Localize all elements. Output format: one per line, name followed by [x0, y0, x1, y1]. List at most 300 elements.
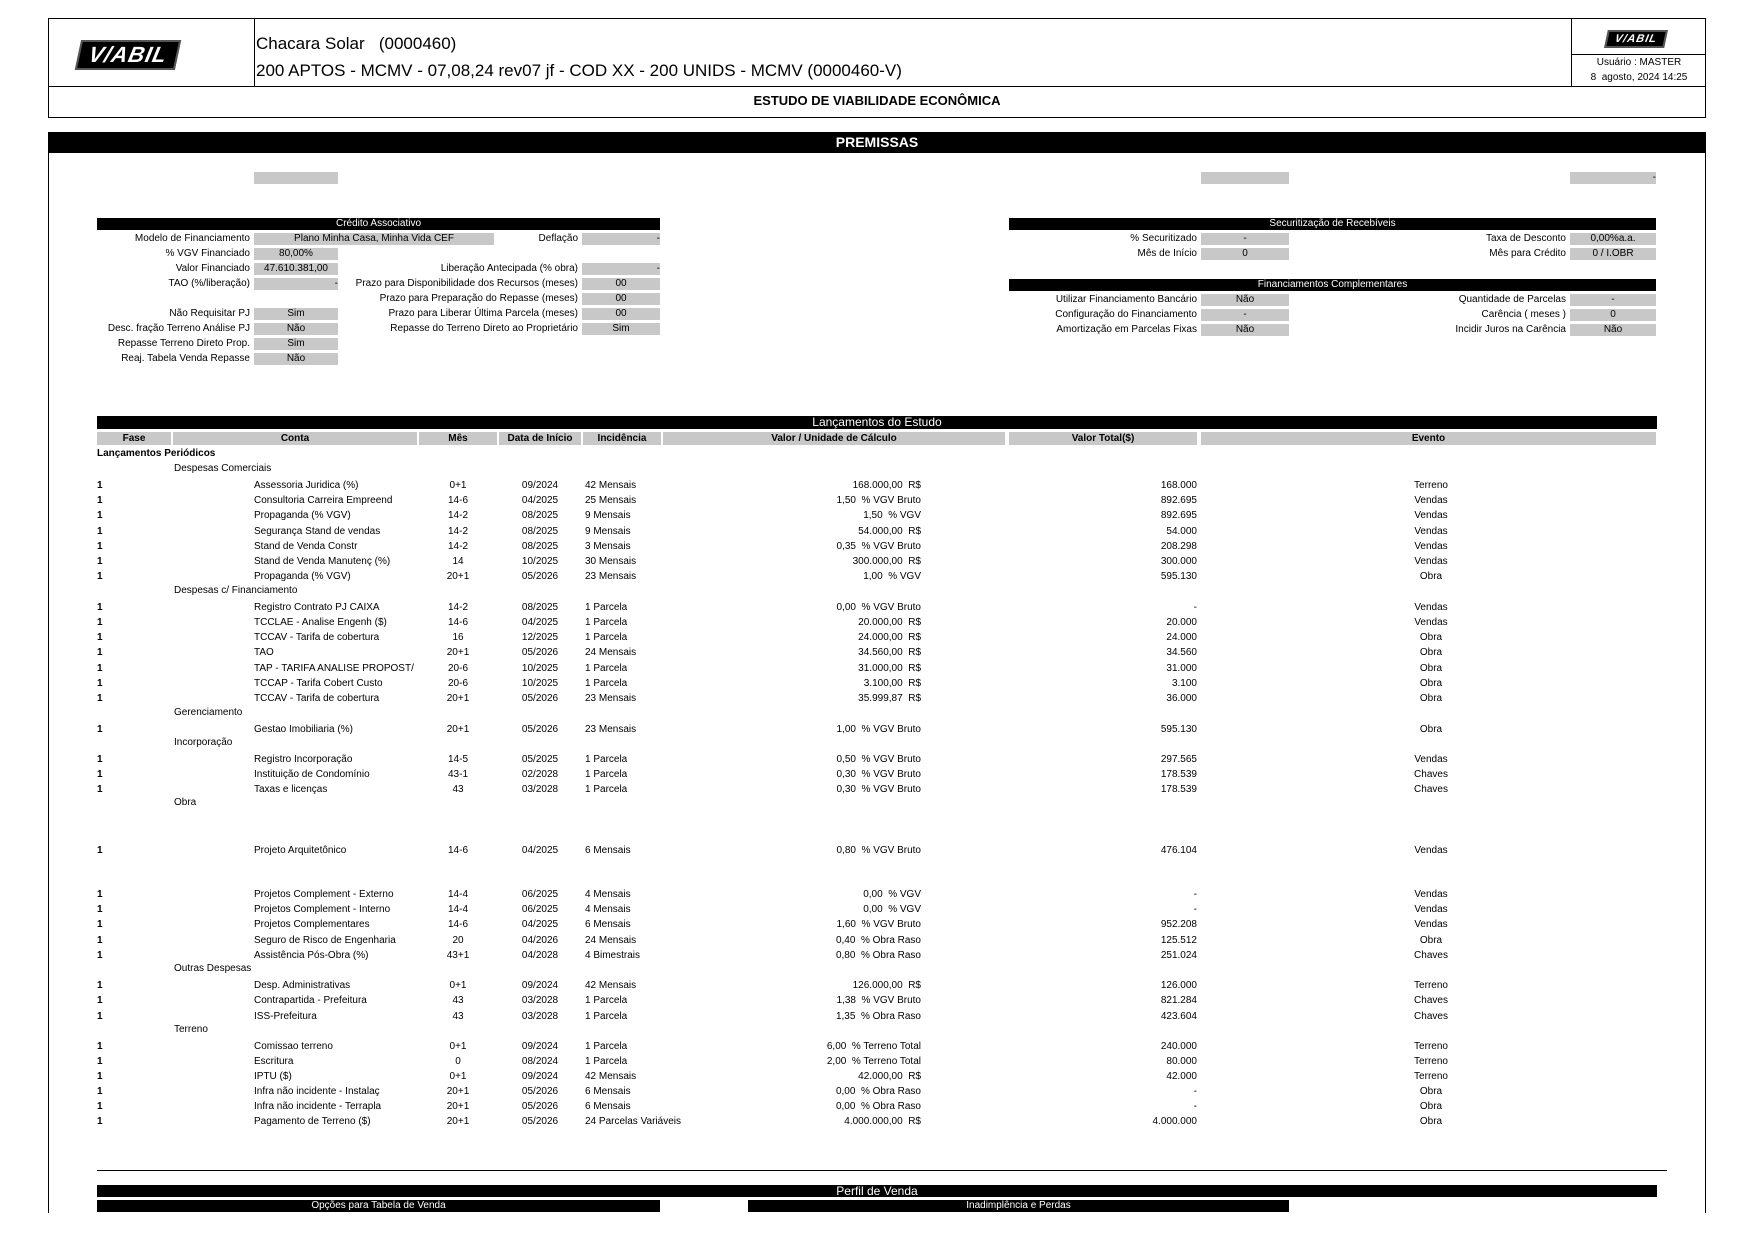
- valor-unidade-cell: 42.000,00 R$: [858, 1071, 921, 1082]
- incidencia-cell: 4 Bimestrais: [585, 950, 641, 961]
- incidencia-cell: 9 Mensais: [585, 510, 631, 521]
- valor-total-cell: 4.000.000: [1152, 1116, 1197, 1127]
- valor-total-cell: 595.130: [1160, 724, 1197, 735]
- fase-cell: 1: [97, 980, 103, 991]
- credito-left-label: % VGV Financiado: [165, 248, 250, 259]
- conta-cell: Escritura: [254, 1056, 294, 1067]
- valor-unidade-cell: 4.000.000,00 R$: [844, 1116, 921, 1127]
- valor-total-cell: 24.000: [1166, 632, 1197, 643]
- mes-cell: 14-2: [447, 526, 468, 537]
- financiamentos-value: 0: [1570, 309, 1656, 321]
- mes-cell: 14-4: [447, 904, 468, 915]
- conta-cell: Propaganda (% VGV): [254, 510, 351, 521]
- header-divider-1: [254, 18, 255, 86]
- incidencia-cell: 24 Mensais: [585, 647, 637, 658]
- incidencia-cell: 23 Mensais: [585, 693, 637, 704]
- data-inicio-cell: 08/2025: [521, 541, 559, 552]
- data-inicio-cell: 03/2028: [521, 784, 559, 795]
- incidencia-cell: 23 Mensais: [585, 724, 637, 735]
- fase-cell: 1: [97, 556, 103, 567]
- credito-left-label: Reaj. Tabela Venda Repasse: [121, 353, 250, 364]
- mes-cell: 14-4: [447, 889, 468, 900]
- incidencia-cell: 25 Mensais: [585, 495, 637, 506]
- credito-left-value: Não: [254, 323, 338, 335]
- data-inicio-cell: 04/2025: [521, 919, 559, 930]
- valor-unidade-cell: 300.000,00 R$: [852, 556, 921, 567]
- conta-cell: Contrapartida - Prefeitura: [254, 995, 367, 1006]
- data-inicio-cell: 09/2024: [521, 1041, 559, 1052]
- evento-cell: Vendas: [1414, 526, 1448, 537]
- valor-unidade-cell: 168.000,00 R$: [852, 480, 921, 491]
- header-hline: [48, 86, 1706, 87]
- data-inicio-cell: 05/2026: [521, 1101, 559, 1112]
- financiamentos-value: Não: [1570, 324, 1656, 336]
- evento-cell: Obra: [1419, 1086, 1443, 1097]
- project-description: 200 APTOS - MCMV - 07,08,24 rev07 jf - COD XX - 200 UNIDS - MCMV (0000460-V): [256, 61, 902, 80]
- evento-cell: Obra: [1419, 632, 1443, 643]
- evento-cell: Vendas: [1414, 556, 1448, 567]
- mes-cell: 43-1: [447, 769, 468, 780]
- credito-right-label: Prazo para Liberar Última Parcela (meses): [388, 308, 578, 319]
- valor-unidade-cell: 1,00 % VGV: [863, 571, 921, 582]
- evento-cell: Obra: [1419, 935, 1443, 946]
- valor-unidade-cell: 20.000,00 R$: [858, 617, 921, 628]
- financiamentos-label: Incidir Juros na Carência: [1455, 324, 1566, 335]
- evento-cell: Obra: [1419, 663, 1443, 674]
- data-inicio-cell: 06/2025: [521, 904, 559, 915]
- mes-cell: 0+1: [449, 980, 467, 991]
- mes-cell: 20+1: [446, 1101, 470, 1112]
- valor-unidade-cell: 0,00 % Obra Raso: [835, 1086, 921, 1097]
- viabil-logo: V/ABIL: [75, 40, 181, 70]
- incidencia-cell: 1 Parcela: [585, 1011, 628, 1022]
- valor-total-cell: 892.695: [1160, 495, 1197, 506]
- valor-unidade-cell: 1,50 % VGV: [863, 510, 921, 521]
- evento-cell: Terreno: [1414, 1071, 1448, 1082]
- securitizacao-label: Taxa de Desconto: [1485, 233, 1566, 244]
- incidencia-cell: 9 Mensais: [585, 526, 631, 537]
- credito-right-value: 00: [582, 278, 660, 290]
- incidencia-cell: 1 Parcela: [585, 632, 628, 643]
- group-label: Outras Despesas: [174, 963, 252, 974]
- column-header: Fase: [97, 432, 171, 445]
- valor-unidade-cell: 0,40 % Obra Raso: [835, 935, 921, 946]
- group-label: Gerenciamento: [174, 707, 243, 718]
- securitizacao-title: Securitização de Recebíveis: [1009, 218, 1656, 230]
- data-inicio-cell: 04/2025: [521, 495, 559, 506]
- securitizacao-label: Mês de Início: [1137, 248, 1197, 259]
- fase-cell: 1: [97, 663, 103, 674]
- valor-total-cell: 208.298: [1160, 541, 1197, 552]
- incidencia-cell: 24 Mensais: [585, 935, 637, 946]
- credito-left-value: Sim: [254, 308, 338, 320]
- conta-cell: Segurança Stand de vendas: [254, 526, 381, 537]
- data-inicio-cell: 08/2025: [521, 602, 559, 613]
- valor-total-cell: 178.539: [1160, 769, 1197, 780]
- mes-cell: 14-2: [447, 510, 468, 521]
- mes-cell: 0: [455, 1056, 461, 1067]
- fase-cell: 1: [97, 889, 103, 900]
- evento-cell: Vendas: [1414, 919, 1448, 930]
- data-inicio-cell: 12/2025: [521, 632, 559, 643]
- mes-cell: 20+1: [446, 693, 470, 704]
- fase-cell: 1: [97, 784, 103, 795]
- deflacao-value: -: [582, 233, 660, 245]
- column-header: Incidência: [583, 432, 661, 445]
- mes-cell: 43: [452, 784, 464, 795]
- mes-cell: 43: [452, 995, 464, 1006]
- data-inicio-cell: 09/2024: [521, 980, 559, 991]
- mes-cell: 20+1: [446, 571, 470, 582]
- valor-total-cell: 36.000: [1166, 693, 1197, 704]
- conta-cell: Registro Incorporação: [254, 754, 353, 765]
- conta-cell: Assistência Pós-Obra (%): [254, 950, 369, 961]
- perfil-divider: [97, 1170, 1667, 1171]
- fase-cell: 1: [97, 845, 103, 856]
- financiamentos-value: -: [1570, 294, 1656, 306]
- evento-cell: Obra: [1419, 724, 1443, 735]
- incidencia-cell: 24 Parcelas Variáveis: [585, 1116, 681, 1127]
- fase-cell: 1: [97, 935, 103, 946]
- evento-cell: Terreno: [1414, 1041, 1448, 1052]
- fase-cell: 1: [97, 724, 103, 735]
- incidencia-cell: 6 Mensais: [585, 919, 631, 930]
- conta-cell: Desp. Administrativas: [254, 980, 351, 991]
- data-inicio-cell: 04/2025: [521, 845, 559, 856]
- valor-unidade-cell: 0,80 % VGV Bruto: [836, 845, 921, 856]
- valor-unidade-cell: 0,30 % VGV Bruto: [836, 784, 921, 795]
- securitizacao-value: -: [1201, 233, 1289, 245]
- group-label: Despesas Comerciais: [174, 463, 272, 474]
- conta-cell: Registro Contrato PJ CAIXA: [254, 602, 380, 613]
- fase-cell: 1: [97, 1116, 103, 1127]
- report-date: 8 agosto, 2024 14:25: [1590, 72, 1688, 83]
- fase-cell: 1: [97, 526, 103, 537]
- top-field-3: -: [1570, 172, 1656, 184]
- evento-cell: Terreno: [1414, 980, 1448, 991]
- incidencia-cell: 1 Parcela: [585, 617, 628, 628]
- fase-cell: 1: [97, 617, 103, 628]
- data-inicio-cell: 08/2025: [521, 526, 559, 537]
- evento-cell: Vendas: [1414, 541, 1448, 552]
- credito-right-label: Prazo para Disponibilidade dos Recursos (meses): [355, 278, 578, 289]
- incidencia-cell: 1 Parcela: [585, 663, 628, 674]
- conta-cell: Assessoria Juridica (%): [254, 480, 359, 491]
- incidencia-cell: 3 Mensais: [585, 541, 631, 552]
- credito-right-value: Sim: [582, 323, 660, 335]
- mes-cell: 14-6: [447, 919, 468, 930]
- evento-cell: Vendas: [1414, 845, 1448, 856]
- data-inicio-cell: 08/2025: [521, 510, 559, 521]
- evento-cell: Vendas: [1414, 617, 1448, 628]
- fase-cell: 1: [97, 678, 103, 689]
- top-field-2: [1201, 172, 1289, 184]
- valor-total-cell: 423.604: [1160, 1011, 1197, 1022]
- header-hline-right: [1571, 54, 1706, 55]
- evento-cell: Vendas: [1414, 904, 1448, 915]
- valor-total-cell: 240.000: [1160, 1041, 1197, 1052]
- evento-cell: Obra: [1419, 678, 1443, 689]
- valor-total-cell: 80.000: [1166, 1056, 1197, 1067]
- valor-unidade-cell: 1,00 % VGV Bruto: [836, 724, 921, 735]
- conta-cell: Propaganda (% VGV): [254, 571, 351, 582]
- incidencia-cell: 1 Parcela: [585, 995, 628, 1006]
- credito-left-label: Desc. fração Terreno Análise PJ: [107, 323, 250, 334]
- conta-cell: TCCAV - Tarifa de cobertura: [254, 693, 380, 704]
- financiamentos-label: Quantidade de Parcelas: [1458, 294, 1566, 305]
- valor-unidade-cell: 24.000,00 R$: [858, 632, 921, 643]
- evento-cell: Obra: [1419, 647, 1443, 658]
- valor-total-cell: 3.100: [1171, 678, 1197, 689]
- column-header: Conta: [173, 432, 417, 445]
- valor-unidade-cell: 1,50 % VGV Bruto: [836, 495, 921, 506]
- incidencia-cell: 1 Parcela: [585, 1041, 628, 1052]
- mes-cell: 14-6: [447, 617, 468, 628]
- conta-cell: Pagamento de Terreno ($): [254, 1116, 371, 1127]
- mes-cell: 20+1: [446, 1116, 470, 1127]
- valor-unidade-cell: 34.560,00 R$: [858, 647, 921, 658]
- credito-right-value: 00: [582, 308, 660, 320]
- group-label: Obra: [174, 797, 197, 808]
- incidencia-cell: 1 Parcela: [585, 602, 628, 613]
- credito-right-value: -: [582, 263, 660, 275]
- fase-cell: 1: [97, 1056, 103, 1067]
- fase-cell: 1: [97, 1041, 103, 1052]
- valor-unidade-cell: 0,50 % VGV Bruto: [836, 754, 921, 765]
- incidencia-cell: 6 Mensais: [585, 1101, 631, 1112]
- incidencia-cell: 42 Mensais: [585, 1071, 637, 1082]
- incidencia-cell: 30 Mensais: [585, 556, 637, 567]
- valor-total-cell: 125.512: [1160, 935, 1197, 946]
- conta-cell: TAP - TARIFA ANALISE PROPOST/: [254, 663, 414, 674]
- fase-cell: 1: [97, 769, 103, 780]
- opcoes-title: Opções para Tabela de Venda: [97, 1200, 660, 1212]
- incidencia-cell: 4 Mensais: [585, 904, 631, 915]
- credito-left-label: TAO (%/liberação): [168, 278, 250, 289]
- incidencia-cell: 6 Mensais: [585, 845, 631, 856]
- conta-cell: Infra não incidente - Terrapla: [254, 1101, 382, 1112]
- conta-cell: Taxas e licenças: [254, 784, 328, 795]
- mes-cell: 14-6: [447, 845, 468, 856]
- financiamentos-label: Configuração do Financiamento: [1055, 309, 1197, 320]
- valor-unidade-cell: 0,35 % VGV Bruto: [836, 541, 921, 552]
- valor-unidade-cell: 0,00 % Obra Raso: [835, 1101, 921, 1112]
- conta-cell: Infra não incidente - Instalaç: [254, 1086, 380, 1097]
- conta-cell: TCCAV - Tarifa de cobertura: [254, 632, 380, 643]
- credito-left-value: 80,00%: [254, 248, 338, 260]
- data-inicio-cell: 06/2025: [521, 889, 559, 900]
- column-header: Evento: [1201, 432, 1656, 445]
- evento-cell: Terreno: [1414, 480, 1448, 491]
- data-inicio-cell: 08/2024: [521, 1056, 559, 1067]
- securitizacao-label: % Securitizado: [1130, 233, 1197, 244]
- credito-left-label: Valor Financiado: [175, 263, 250, 274]
- conta-cell: Consultoria Carreira Empreend: [254, 495, 393, 506]
- valor-total-cell: 168.000: [1160, 480, 1197, 491]
- securitizacao-value: 0 / I.OBR: [1570, 248, 1656, 260]
- evento-cell: Vendas: [1414, 495, 1448, 506]
- valor-total-cell: 42.000: [1166, 1071, 1197, 1082]
- financiamentos-value: Não: [1201, 324, 1289, 336]
- valor-unidade-cell: 0,30 % VGV Bruto: [836, 769, 921, 780]
- data-inicio-cell: 04/2025: [521, 617, 559, 628]
- data-inicio-cell: 05/2026: [521, 1086, 559, 1097]
- fase-cell: 1: [97, 754, 103, 765]
- column-header: Valor Total($): [1009, 432, 1197, 445]
- evento-cell: Vendas: [1414, 889, 1448, 900]
- conta-cell: Comissao terreno: [254, 1041, 333, 1052]
- data-inicio-cell: 05/2025: [521, 754, 559, 765]
- fase-cell: 1: [97, 602, 103, 613]
- valor-total-cell: 952.208: [1160, 919, 1197, 930]
- mes-cell: 20+1: [446, 647, 470, 658]
- fase-cell: 1: [97, 904, 103, 915]
- fase-cell: 1: [97, 1086, 103, 1097]
- column-header: Mês: [419, 432, 497, 445]
- valor-unidade-cell: 1,38 % VGV Bruto: [836, 995, 921, 1006]
- valor-total-cell: 31.000: [1166, 663, 1197, 674]
- incidencia-cell: 1 Parcela: [585, 754, 628, 765]
- user-label: Usuário : MASTER: [1596, 57, 1682, 68]
- valor-total-cell: -: [1193, 1101, 1197, 1112]
- incidencia-cell: 42 Mensais: [585, 480, 637, 491]
- incidencia-cell: 1 Parcela: [585, 678, 628, 689]
- data-inicio-cell: 09/2024: [521, 480, 559, 491]
- data-inicio-cell: 04/2026: [521, 935, 559, 946]
- evento-cell: Obra: [1419, 571, 1443, 582]
- incidencia-cell: 1 Parcela: [585, 769, 628, 780]
- viabil-logo-small: V/ABIL: [1604, 30, 1668, 48]
- mes-cell: 43: [452, 1011, 464, 1022]
- conta-cell: TCCAP - Tarifa Cobert Custo: [254, 678, 383, 689]
- deflacao-label: Deflação: [538, 233, 578, 244]
- data-inicio-cell: 05/2026: [521, 1116, 559, 1127]
- credito-right-label: Repasse do Terreno Direto ao Proprietário: [390, 323, 578, 334]
- conta-cell: Stand de Venda Manutenç (%): [254, 556, 391, 567]
- valor-total-cell: 178.539: [1160, 784, 1197, 795]
- incidencia-cell: 6 Mensais: [585, 1086, 631, 1097]
- data-inicio-cell: 10/2025: [521, 678, 559, 689]
- data-inicio-cell: 09/2024: [521, 1071, 559, 1082]
- data-inicio-cell: 02/2028: [521, 769, 559, 780]
- data-inicio-cell: 05/2026: [521, 693, 559, 704]
- credito-left-label: Não Requisitar PJ: [169, 308, 250, 319]
- credito-right-value: 00: [582, 293, 660, 305]
- valor-total-cell: -: [1193, 602, 1197, 613]
- fase-cell: 1: [97, 541, 103, 552]
- data-inicio-cell: 05/2026: [521, 647, 559, 658]
- evento-cell: Obra: [1419, 1116, 1443, 1127]
- financiamentos-label: Amortização em Parcelas Fixas: [1056, 324, 1197, 335]
- incidencia-cell: 1 Parcela: [585, 1056, 628, 1067]
- fase-cell: 1: [97, 1011, 103, 1022]
- valor-unidade-cell: 0,00 % VGV: [863, 904, 921, 915]
- evento-cell: Vendas: [1414, 754, 1448, 765]
- mes-cell: 43+1: [446, 950, 470, 961]
- inadimplencia-title: Inadimplência e Perdas: [748, 1200, 1289, 1212]
- credito-left-label: Repasse Terreno Direto Prop.: [117, 338, 250, 349]
- fase-cell: 1: [97, 1101, 103, 1112]
- fase-cell: 1: [97, 995, 103, 1006]
- fase-cell: 1: [97, 510, 103, 521]
- fase-cell: 1: [97, 632, 103, 643]
- conta-cell: ISS-Prefeitura: [254, 1011, 317, 1022]
- securitizacao-label: Mês para Crédito: [1489, 248, 1566, 259]
- credito-left-value: Não: [254, 353, 338, 365]
- securitizacao-value: 0,00%a.a.: [1570, 233, 1656, 245]
- valor-total-cell: 20.000: [1166, 617, 1197, 628]
- valor-total-cell: 476.104: [1160, 845, 1197, 856]
- data-inicio-cell: 05/2026: [521, 724, 559, 735]
- valor-total-cell: 251.024: [1160, 950, 1197, 961]
- mes-cell: 14-2: [447, 602, 468, 613]
- mes-cell: 14-5: [447, 754, 468, 765]
- valor-unidade-cell: 0,80 % Obra Raso: [835, 950, 921, 961]
- evento-cell: Terreno: [1414, 1056, 1448, 1067]
- valor-unidade-cell: 2,00 % Terreno Total: [826, 1056, 921, 1067]
- incidencia-cell: 4 Mensais: [585, 889, 631, 900]
- mes-cell: 14-2: [447, 541, 468, 552]
- mes-cell: 14: [452, 556, 464, 567]
- valor-total-cell: -: [1193, 889, 1197, 900]
- credito-left-value: 47.610.381,00: [254, 263, 338, 275]
- group-label: Incorporação: [174, 737, 233, 748]
- financiamentos-label: Carência ( meses ): [1481, 309, 1566, 320]
- incidencia-cell: 42 Mensais: [585, 980, 637, 991]
- fase-cell: 1: [97, 919, 103, 930]
- valor-unidade-cell: 3.100,00 R$: [863, 678, 921, 689]
- project-name: Chacara Solar (0000460): [256, 34, 457, 53]
- evento-cell: Chaves: [1414, 769, 1448, 780]
- conta-cell: TAO: [254, 647, 274, 658]
- mes-cell: 20-6: [447, 678, 468, 689]
- valor-unidade-cell: 1,35 % Obra Raso: [835, 1011, 921, 1022]
- evento-cell: Chaves: [1414, 950, 1448, 961]
- conta-cell: TCCLAE - Analise Engenh ($): [254, 617, 387, 628]
- evento-cell: Chaves: [1414, 995, 1448, 1006]
- data-inicio-cell: 04/2028: [521, 950, 559, 961]
- top-field-1: [254, 172, 338, 184]
- group-label: Despesas c/ Financiamento: [174, 585, 298, 596]
- valor-unidade-cell: 126.000,00 R$: [852, 980, 921, 991]
- conta-cell: IPTU ($): [254, 1071, 292, 1082]
- credito-right-label: Prazo para Preparação do Repasse (meses): [379, 293, 578, 304]
- evento-cell: Obra: [1419, 1101, 1443, 1112]
- data-inicio-cell: 03/2028: [521, 1011, 559, 1022]
- evento-cell: Vendas: [1414, 510, 1448, 521]
- group-label: Terreno: [174, 1024, 208, 1035]
- securitizacao-value: 0: [1201, 248, 1289, 260]
- fase-cell: 1: [97, 647, 103, 658]
- column-header: Data de Início: [499, 432, 581, 445]
- valor-total-cell: 126.000: [1160, 980, 1197, 991]
- credito-left-value: Plano Minha Casa, Minha Vida CEF: [254, 233, 494, 245]
- credito-left-value: -: [254, 278, 338, 290]
- valor-unidade-cell: 31.000,00 R$: [858, 663, 921, 674]
- lancamentos-title: Lançamentos do Estudo: [97, 416, 1657, 429]
- mes-cell: 16: [452, 632, 464, 643]
- fase-cell: 1: [97, 480, 103, 491]
- premissas-title: PREMISSAS: [48, 132, 1706, 153]
- fase-cell: 1: [97, 1071, 103, 1082]
- valor-total-cell: 300.000: [1160, 556, 1197, 567]
- valor-unidade-cell: 6,00 % Terreno Total: [826, 1041, 921, 1052]
- conta-cell: Projetos Complement - Interno: [254, 904, 391, 915]
- perfil-title: Perfil de Venda: [97, 1185, 1657, 1197]
- valor-total-cell: -: [1193, 904, 1197, 915]
- valor-total-cell: 297.565: [1160, 754, 1197, 765]
- financiamentos-title: Financiamentos Complementares: [1009, 279, 1656, 291]
